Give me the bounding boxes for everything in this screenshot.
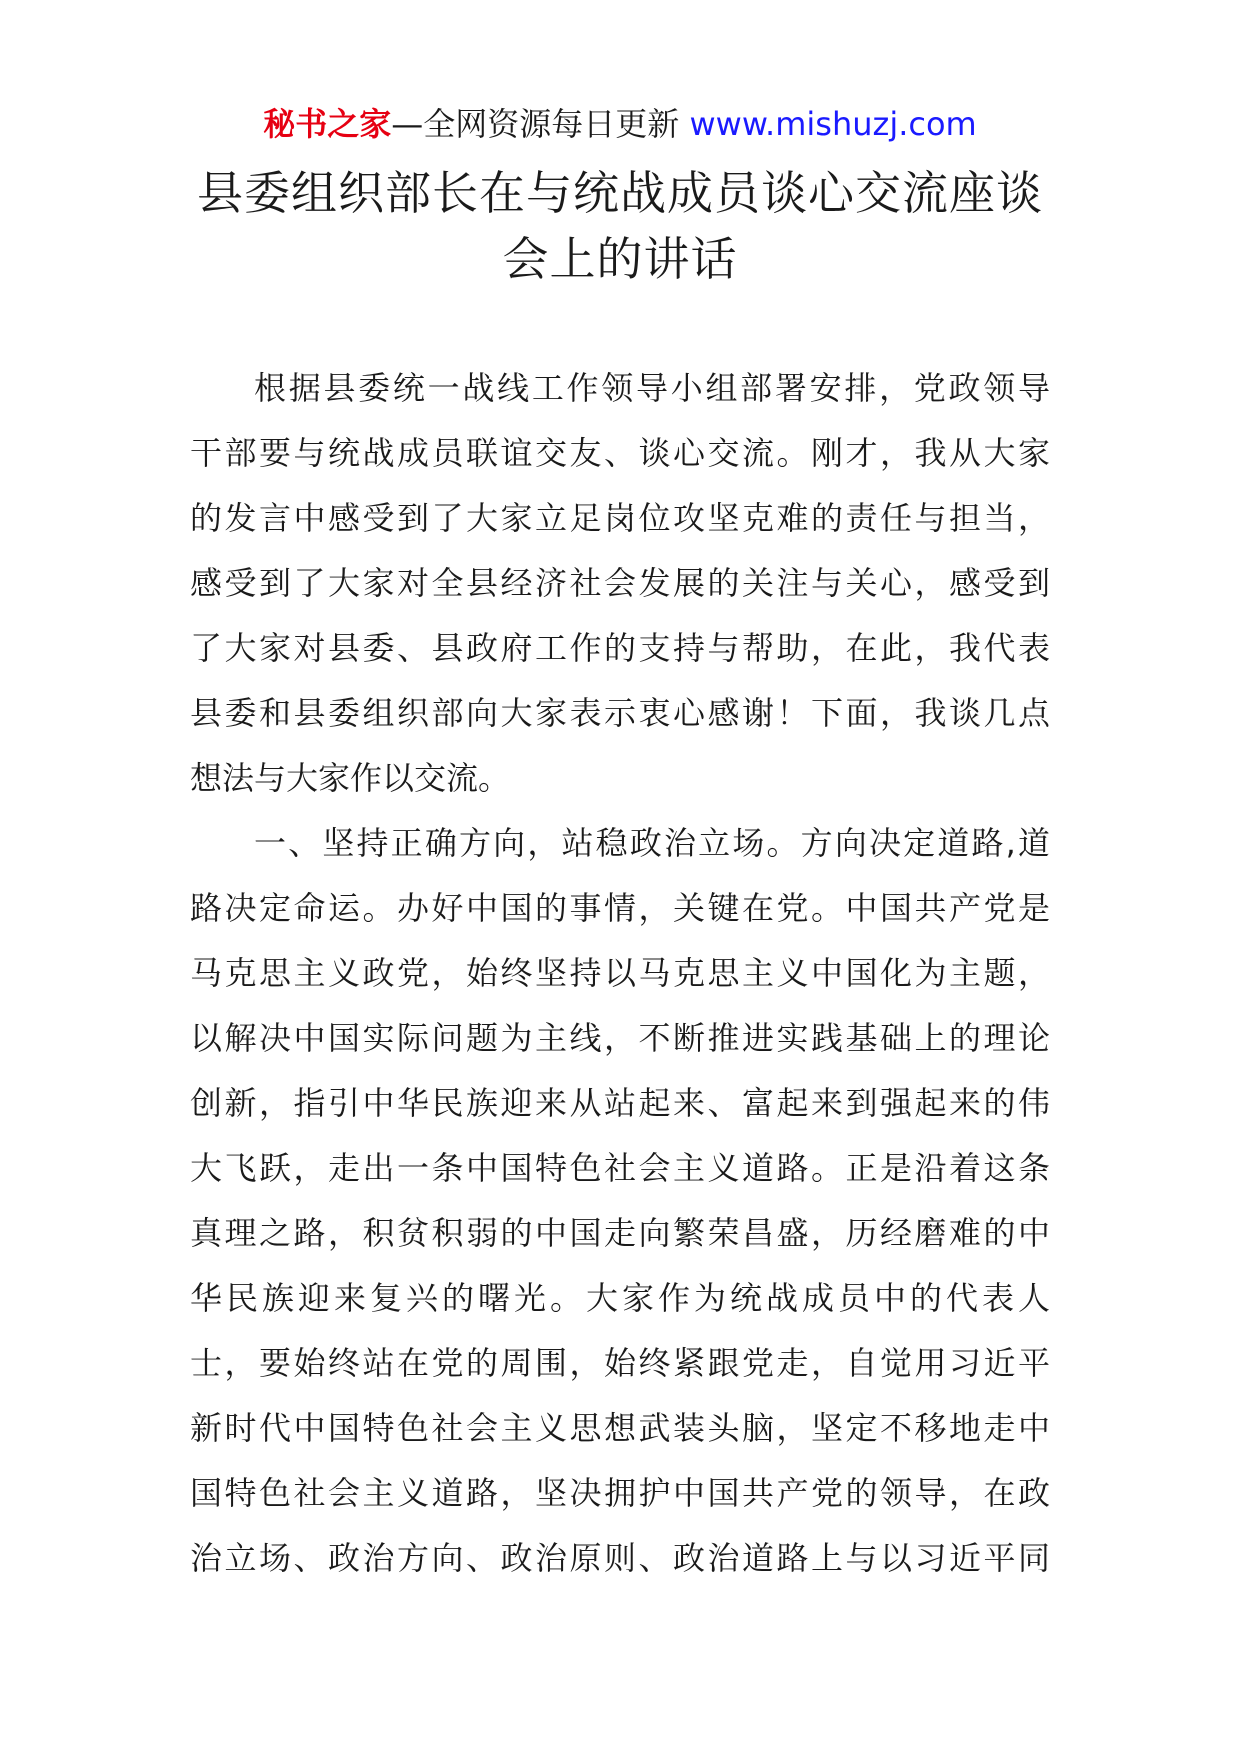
body-line: 士，要始终站在党的周围，始终紧跟党走，自觉用习近平 bbox=[190, 1344, 1050, 1382]
body-line: 大飞跃，走出一条中国特色社会主义道路。正是沿着这条 bbox=[190, 1149, 1050, 1187]
body-line: 国特色社会主义道路，坚决拥护中国共产党的领导，在政 bbox=[190, 1474, 1050, 1512]
body-line: 的发言中感受到了大家立足岗位攻坚克难的责任与担当， bbox=[190, 499, 1050, 537]
body-line: 马克思主义政党，始终坚持以马克思主义中国化为主题， bbox=[190, 954, 1050, 992]
document-title-line-2: 会上的讲话 bbox=[502, 232, 738, 286]
body-line: 根据县委统一战线工作领导小组部署安排，党政领导 bbox=[254, 369, 1050, 407]
body-line: 真理之路，积贫积弱的中国走向繁荣昌盛，历经磨难的中 bbox=[190, 1214, 1050, 1252]
body-line: 一、坚持正确方向，站稳政治立场。方向决定道路,道 bbox=[254, 824, 1050, 862]
header-tagline: —全网资源每日更新 bbox=[391, 105, 690, 143]
document-title-line-1: 县委组织部长在与统战成员谈心交流座谈 bbox=[197, 166, 1043, 220]
body-line: 治立场、政治方向、政治原则、政治道路上与以习近平同 bbox=[190, 1539, 1050, 1577]
header-brand: 秘书之家 bbox=[263, 105, 392, 143]
body-line: 新时代中国特色社会主义思想武装头脑，坚定不移地走中 bbox=[190, 1409, 1050, 1447]
body-line: 了大家对县委、县政府工作的支持与帮助，在此，我代表 bbox=[190, 629, 1050, 667]
body-line: 感受到了大家对全县经济社会发展的关注与关心，感受到 bbox=[190, 564, 1050, 602]
site-header bbox=[0, 100, 1240, 148]
body-line: 想法与大家作以交流。 bbox=[190, 759, 511, 797]
body-line: 干部要与统战成员联谊交友、谈心交流。刚才，我从大家 bbox=[190, 434, 1050, 472]
document-body bbox=[190, 356, 1050, 1591]
body-line: 创新，指引中华民族迎来从站起来、富起来到强起来的伟 bbox=[190, 1084, 1050, 1122]
header-url-link[interactable]: www.mishuzj.com bbox=[689, 105, 977, 143]
document-title bbox=[190, 160, 1050, 292]
body-line: 路决定命运。办好中国的事情，关键在党。中国共产党是 bbox=[190, 889, 1050, 927]
body-line: 县委和县委组织部向大家表示衷心感谢！下面，我谈几点 bbox=[190, 694, 1050, 732]
body-line: 华民族迎来复兴的曙光。大家作为统战成员中的代表人 bbox=[190, 1279, 1050, 1317]
body-line: 以解决中国实际问题为主线，不断推进实践基础上的理论 bbox=[190, 1019, 1050, 1057]
